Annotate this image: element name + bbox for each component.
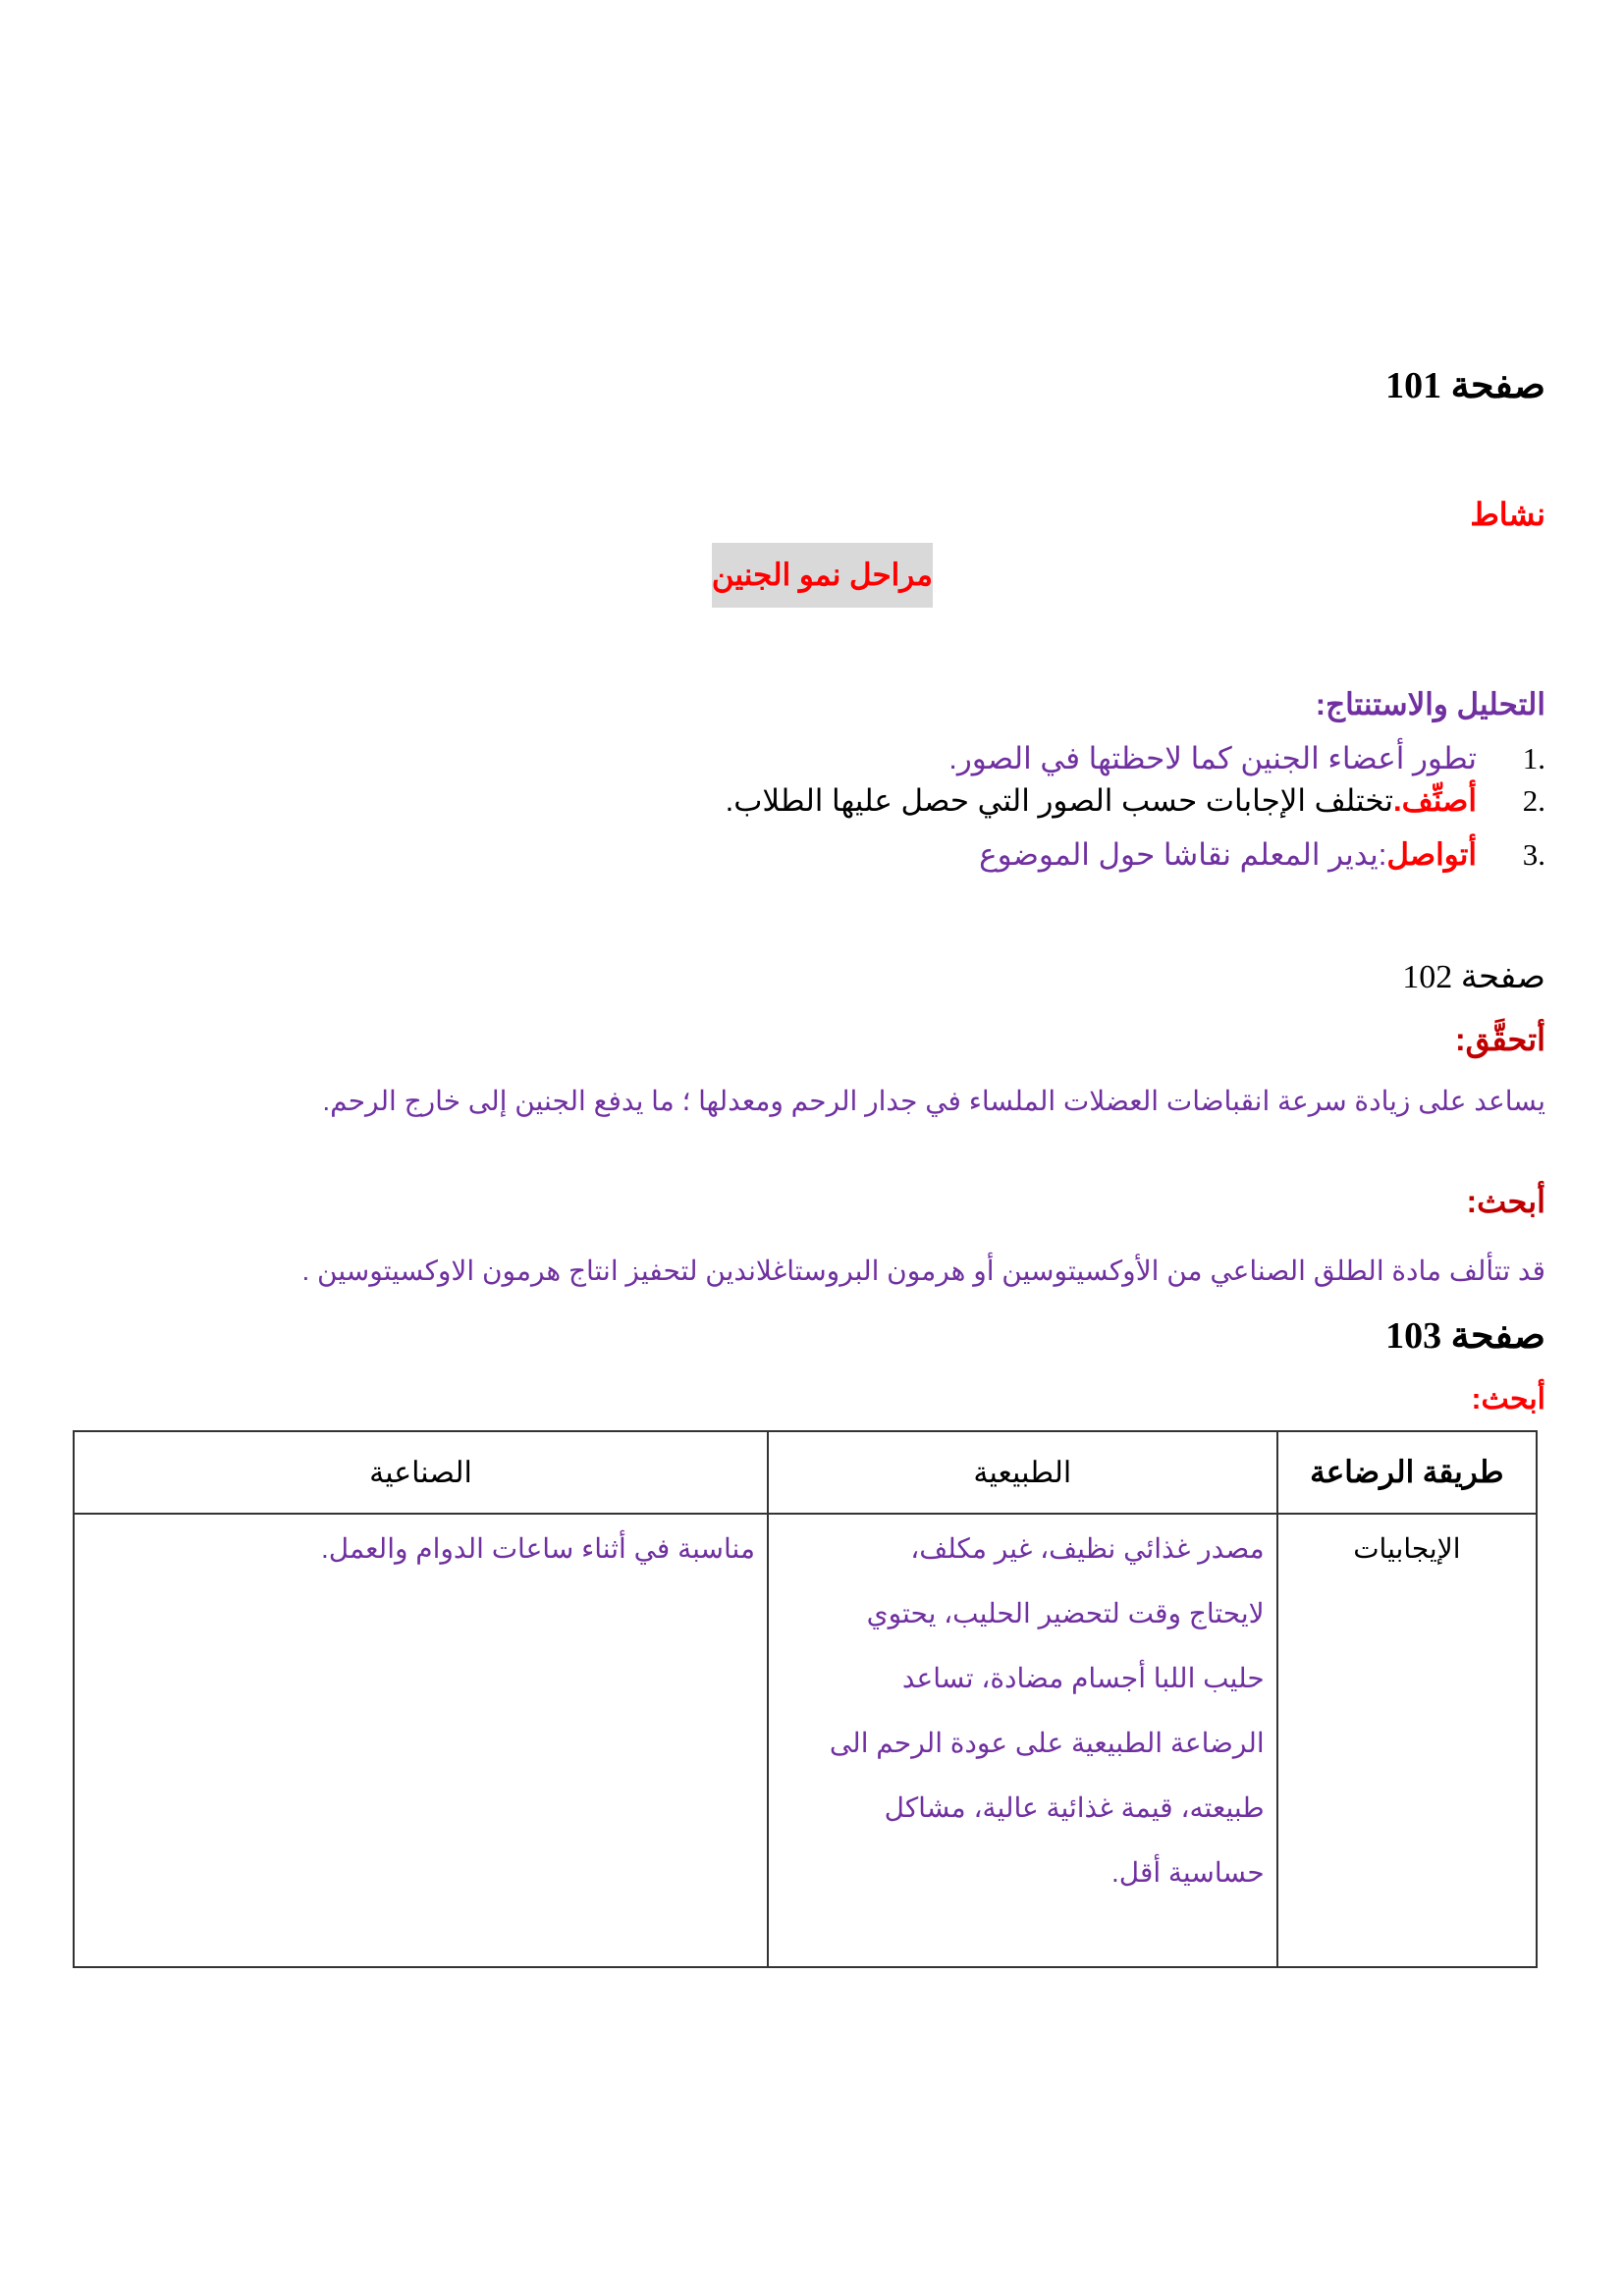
item-keyword: أتواصل	[1386, 837, 1477, 872]
natural-line: طبيعته، قيمة غذائية عالية، مشاكل	[884, 1792, 1265, 1823]
research-heading: أبحث:	[1466, 1184, 1545, 1219]
item-text: :يدير المعلم نقاشا حول الموضوع	[979, 837, 1387, 872]
natural-cell	[768, 1514, 1277, 1967]
header-artificial: الصناعية	[74, 1431, 768, 1514]
page-102-heading: صفحة 102	[1402, 959, 1545, 995]
artificial-line: مناسبة في أثناء ساعات الدوام والعمل.	[320, 1533, 755, 1564]
activity-label: نشاط	[1470, 497, 1545, 532]
item-keyword: أصنِّف.	[1393, 783, 1477, 818]
row-label-cell	[1277, 1514, 1537, 1967]
item-text: تطور أعضاء الجنين كما لاحظتها في الصور.	[948, 741, 1477, 775]
item-text: تختلف الإجابات حسب الصور التي حصل عليها الطلاب.	[725, 783, 1393, 818]
row-label: الإيجابيات	[1353, 1533, 1461, 1564]
item-number: .3	[1522, 837, 1545, 872]
item-number: .2	[1522, 783, 1545, 818]
natural-line: حساسية أقل.	[1110, 1857, 1265, 1888]
page-101-heading: صفحة 101	[1385, 365, 1545, 406]
breastfeeding-table	[73, 1430, 1538, 1968]
verify-heading: أتحقَّق:	[1455, 1022, 1545, 1057]
header-method: طريقة الرضاعة	[1277, 1431, 1537, 1514]
analysis-item-1	[948, 741, 1545, 776]
natural-line: لايحتاج وقت لتحضير الحليب، يحتوي	[866, 1598, 1265, 1629]
verify-text: يساعد على زيادة سرعة انقباضات العضلات الملساء في جدار الرحم ومعدلها ؛ ما يدفع الجنين إلى خارج الرحم.	[322, 1086, 1545, 1116]
research-text: قد تتألف مادة الطلق الصناعي من الأوكسيتوسين أو هرمون البروستاغلاندين لتحفيز انتاج هرمون الاوكسيتوسين .	[301, 1255, 1545, 1286]
artificial-cell	[74, 1514, 768, 1967]
item-number: .1	[1522, 741, 1545, 775]
table-header-row	[74, 1431, 1537, 1514]
lesson-title: مراحل نمو الجنين	[712, 543, 933, 608]
analysis-item-2	[726, 783, 1545, 819]
analysis-heading: التحليل والاستنتاج:	[1315, 687, 1545, 721]
natural-line: مصدر غذائي نظيف، غير مكلف،	[910, 1533, 1265, 1564]
table-row	[74, 1514, 1537, 1967]
research-heading-2: أبحث:	[1471, 1383, 1545, 1415]
analysis-item-3	[979, 837, 1545, 873]
page-103-heading: صفحة 103	[1385, 1315, 1545, 1357]
header-natural: الطبيعية	[768, 1431, 1277, 1514]
natural-line: حليب اللبا أجسام مضادة، تساعد	[901, 1663, 1265, 1693]
natural-line: الرضاعة الطبيعية على عودة الرحم الى	[829, 1728, 1265, 1758]
